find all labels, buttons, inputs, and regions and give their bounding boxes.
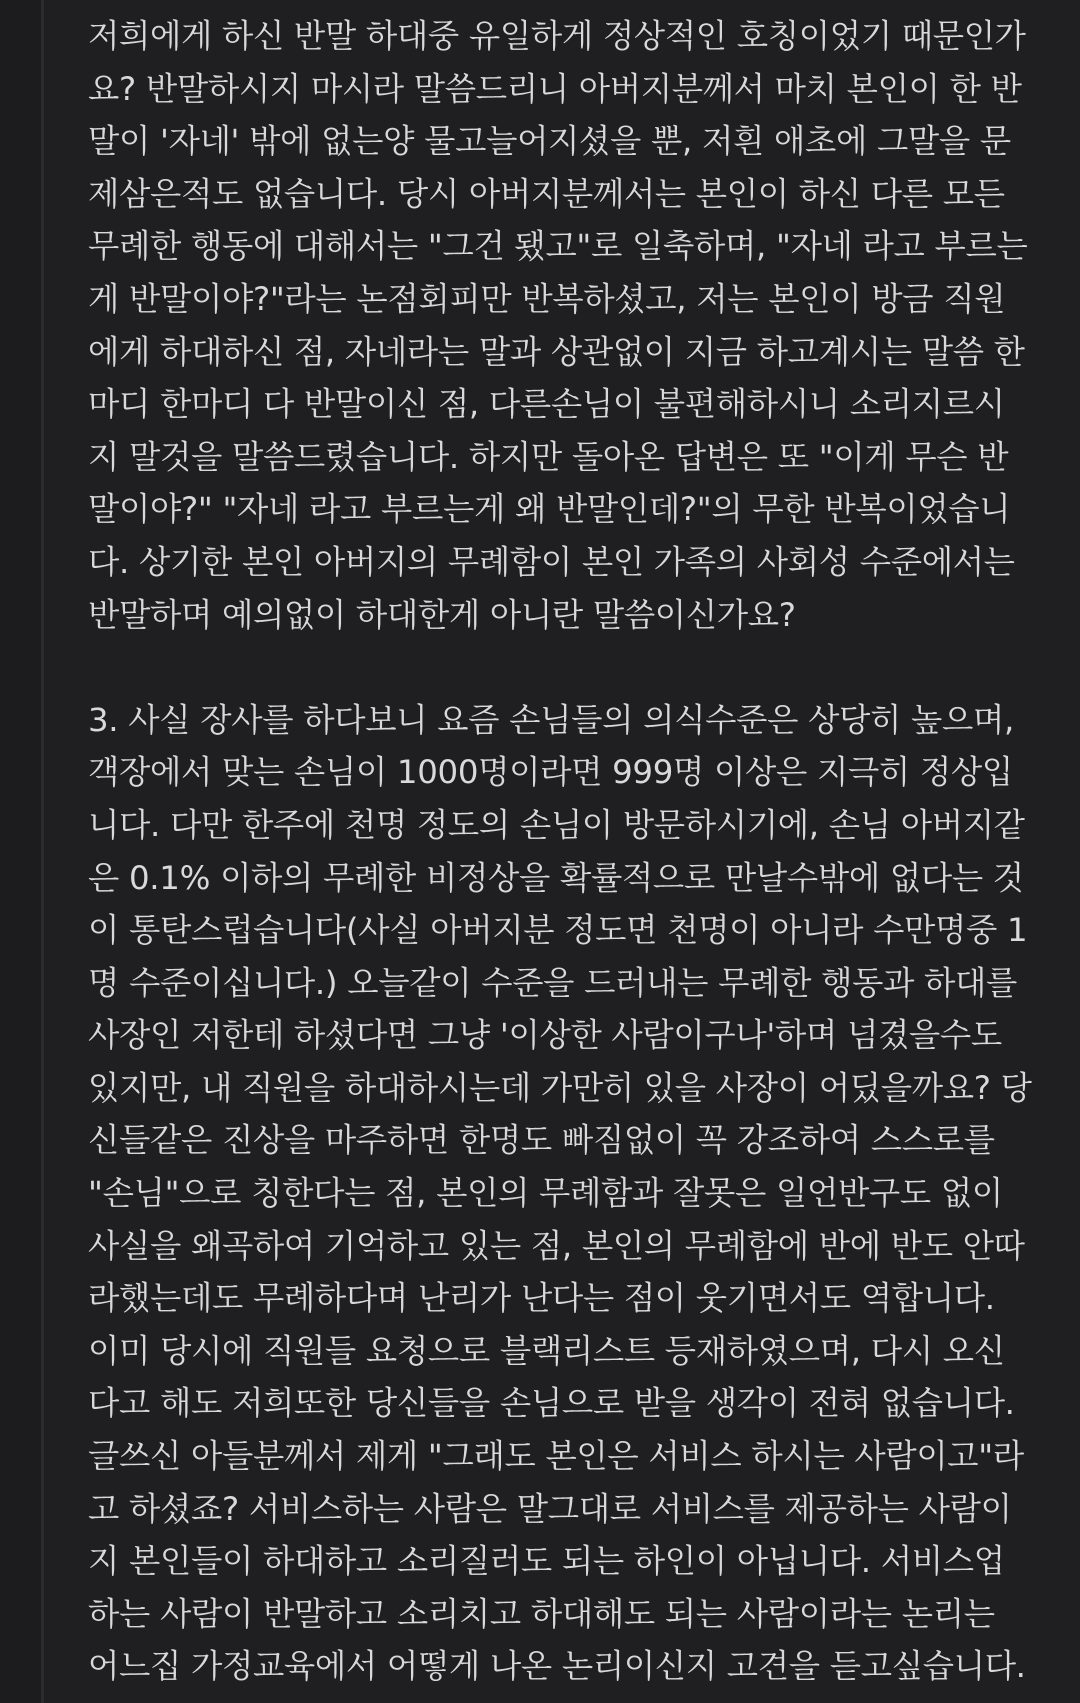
thread-indent-rail [0,0,44,1703]
text-line: 사장인 저한테 하셨다면 그냥 '이상한 사람이구나'하며 넘겼을수도 [88,1016,1002,1055]
text-line: 마디 한마디 다 반말이신 점, 다른손님이 불편해하시니 소리지르시 [88,385,1005,424]
text-line: 저희에게 하신 반말 하대중 유일하게 정상적인 호칭이었기 때문인가 [88,17,1026,55]
text-line: 하는 사람이 반말하고 소리치고 하대해도 되는 사람이라는 논리는 [88,1594,995,1633]
text-line: 다. 상기한 본인 아버지의 무례함이 본인 가족의 사회성 수준에서는 [88,542,1015,581]
text-line: 고 하셨죠? 서비스하는 사람은 말그대로 서비스를 제공하는 사람이 [88,1489,1012,1528]
text-line: 요? 반말하시지 마시라 말씀드리니 아버지분께서 마치 본인이 한 반 [88,69,1022,108]
text-line: 있지만, 내 직원을 하대하시는데 가만히 있을 사장이 어딨을까요? 당 [88,1068,1032,1107]
text-line: 니다. 다만 한주에 천명 정도의 손님이 방문하시기에, 손님 아버지같 [88,805,1025,844]
text-line: 명 수준이십니다.) 오늘같이 수준을 드러내는 무례한 행동과 하대를 [88,963,1018,1002]
text-line: 말이야?" "자네 라고 부르는게 왜 반말인데?"의 무한 반복이었습니 [88,490,1011,529]
text-line: 3. 사실 장사를 하다보니 요즘 손님들의 의식수준은 상당히 높으며, [88,700,1014,739]
paragraph-2 [88,694,1043,1693]
text-line: 다고 해도 저희또한 당신들을 손님으로 받을 생각이 전혀 없습니다. [88,1384,1015,1423]
text-line: 지 본인들이 하대하고 소리질러도 되는 하인이 아닙니다. 서비스업 [88,1542,1005,1581]
text-line: 라했는데도 무례하다며 난리가 난다는 점이 웃기면서도 역합니다. [88,1279,995,1318]
post-body [88,10,1043,1693]
text-line: 이미 당시에 직원들 요청으로 블랙리스트 등재하였으며, 다시 오신 [88,1331,1005,1370]
text-line: 제삼은적도 없습니다. 당시 아버지분께서는 본인이 하신 다른 모든 [88,174,1005,213]
text-line: 지 말것을 말씀드렸습니다. 하지만 돌아온 답변은 또 "이게 무슨 반 [88,437,1009,476]
text-line: 무례한 행동에 대해서는 "그건 됐고"로 일축하며, "자네 라고 부르는 [88,227,1028,266]
text-line: 어느집 가정교육에서 어떻게 나온 논리이신지 고견을 듣고싶습니다. [88,1647,1026,1686]
text-line: "손님"으로 칭한다는 점, 본인의 무례함과 잘못은 일언반구도 없이 [88,1174,1003,1213]
text-line: 게 반말이야?"라는 논점회피만 반복하셨고, 저는 본인이 방금 직원 [88,279,1006,318]
text-line: 이 통탄스럽습니다(사실 아버지분 정도면 천명이 아니라 수만명중 1 [88,911,1028,950]
text-line: 말이 '자네' 밖에 없는양 물고늘어지셨을 뿐, 저흰 애초에 그말을 문 [88,122,1011,161]
text-line: 반말하며 예의없이 하대한게 아니란 말씀이신가요? [88,595,796,634]
text-line: 사실을 왜곡하여 기억하고 있는 점, 본인의 무례함에 반에 반도 안따 [88,1226,1025,1265]
text-line: 신들같은 진상을 마주하면 한명도 빠짐없이 꼭 강조하여 스스로를 [88,1121,995,1160]
text-line: 은 0.1% 이하의 무례한 비정상을 확률적으로 만날수밖에 없다는 것 [88,858,1024,897]
paragraph-1 [88,10,1043,641]
paragraph-spacer [88,641,1043,694]
text-line: 객장에서 맞는 손님이 1000명이라면 999명 이상은 지극히 정상입 [88,753,1013,792]
text-line: 글쓰신 아들분께서 제게 "그래도 본인은 서비스 하시는 사람이고"라 [88,1437,1024,1476]
text-line: 에게 하대하신 점, 자네라는 말과 상관없이 지금 하고계시는 말씀 한 [88,332,1025,371]
